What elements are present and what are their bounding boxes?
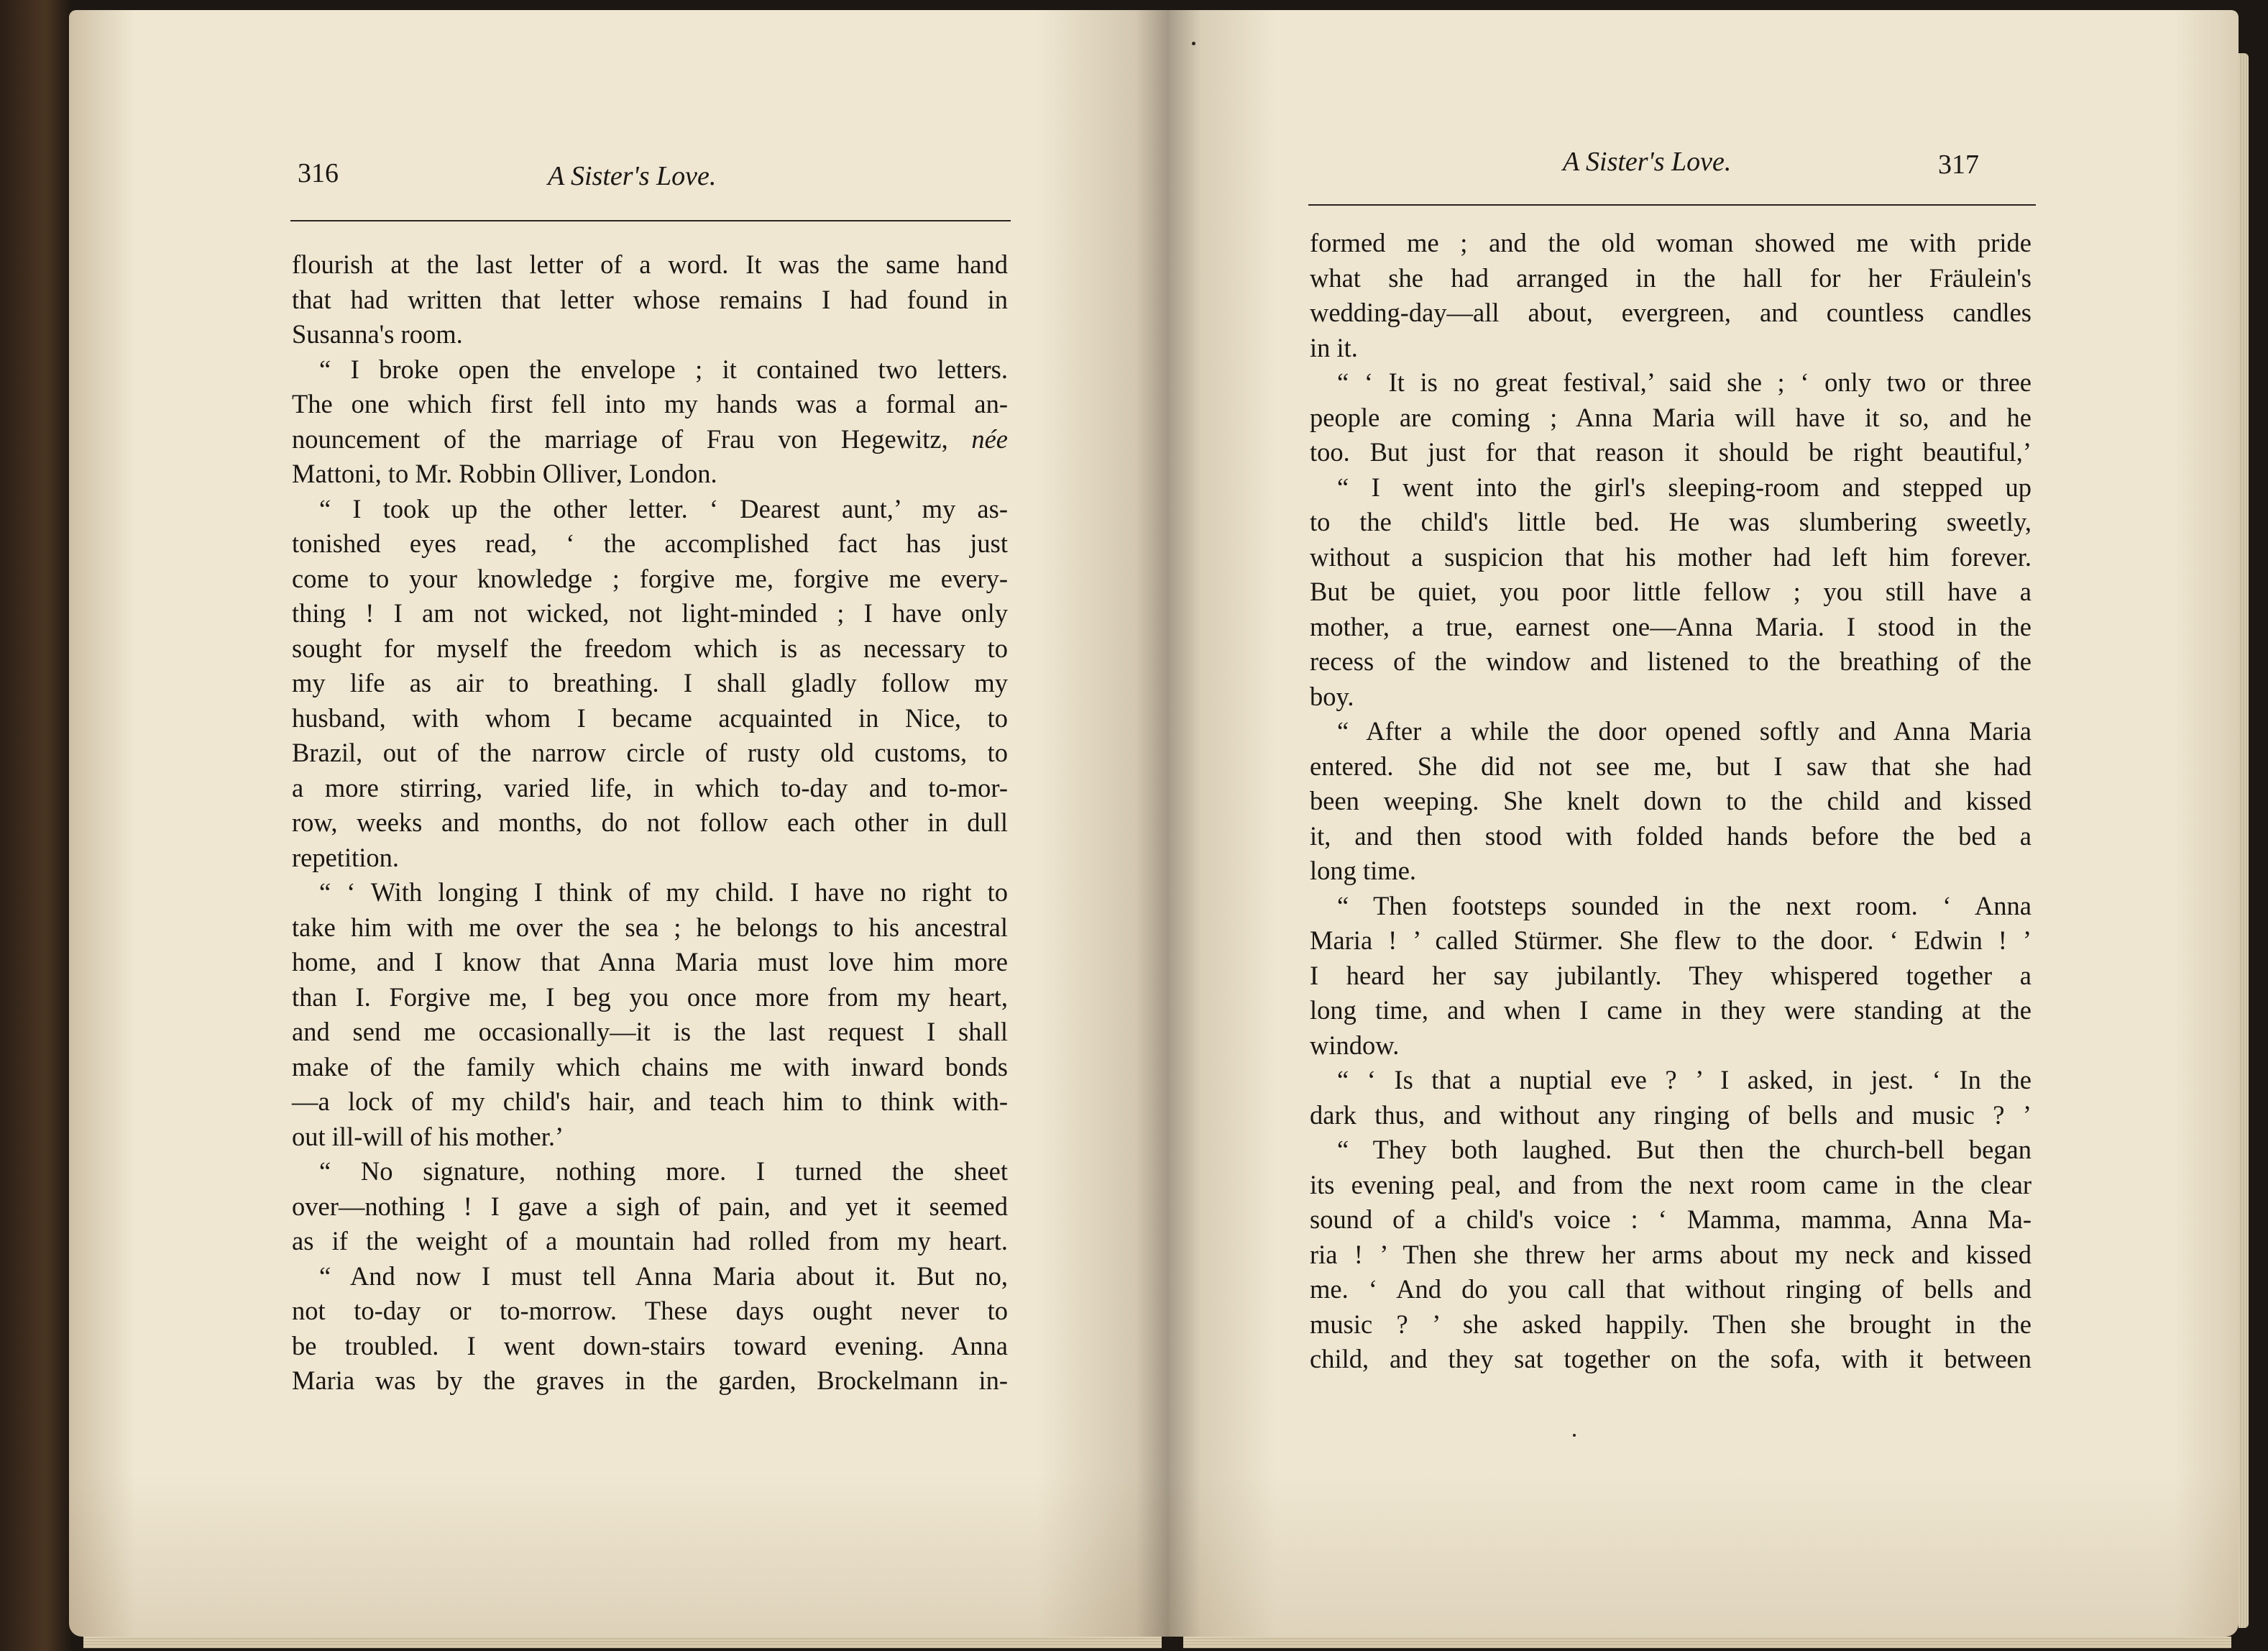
text-line: music ? ’ she asked happily. Then she brought in the <box>1310 1309 2031 1339</box>
text-line: “ ‘ It is no great festival,’ said she ; ‘ only two or three <box>1337 367 2031 397</box>
text-line: boy. <box>1310 681 1354 711</box>
text-line: home, and I know that Anna Maria must love him more <box>292 947 1008 977</box>
text-line: sound of a child's voice : ‘ Mamma, mamma, Anna Ma- <box>1310 1204 2031 1234</box>
text-line: “ No signature, nothing more. I turned the sheet <box>319 1156 1008 1186</box>
text-line: child, and they sat together on the sofa, with it between <box>1310 1344 2031 1373</box>
text-line: Mattoni, to Mr. Robbin Olliver, London. <box>292 459 717 488</box>
text-line: me. ‘ And do you call that without ringing of bells and <box>1310 1274 2031 1304</box>
text-line: not to-day or to-morrow. These days ought never to <box>292 1296 1008 1325</box>
text-line: than I. Forgive me, I beg you once more from my heart, <box>292 982 1008 1012</box>
text-line: Maria was by the graves in the garden, Brockelmann in- <box>292 1366 1008 1395</box>
text-line: and send me occasionally—it is the last request I shall <box>292 1017 1008 1046</box>
right-page-number: 317 <box>1938 150 1979 180</box>
text-line: been weeping. She knelt down to the child and kissed <box>1310 786 2031 815</box>
text-line: what she had arranged in the hall for her Fräulein's <box>1310 262 2031 293</box>
paper-speck <box>1192 42 1195 45</box>
text-line: take him with me over the sea ; he belongs to his ancestral <box>292 912 1008 942</box>
left-page-number: 316 <box>298 158 339 188</box>
text-line: long time. <box>1310 856 1417 885</box>
text-line: that had written that letter whose remains I had found in <box>292 284 1008 314</box>
text-line: “ Then footsteps sounded in the next room. ‘ Anna <box>1337 890 2031 920</box>
text-line: over—nothing ! I gave a sigh of pain, and yet it seemed <box>292 1191 1008 1221</box>
text-line: “ After a while the door opened softly and Anna Maria <box>1337 716 2031 746</box>
text-line: to the child's little bed. He was slumbering sweetly, <box>1310 507 2031 536</box>
right-page <box>1169 10 2239 1637</box>
right-header-rule <box>1308 204 2036 206</box>
text-line: entered. She did not see me, but I saw that she had <box>1310 751 2031 781</box>
right-page-edge-bottom <box>1183 1637 2231 1648</box>
right-running-title: A Sister's Love. <box>1563 147 1732 177</box>
text-line: it, and then stood with folded hands before the bed a <box>1310 820 2031 851</box>
text-line: wedding-day—all about, evergreen, and countless candles <box>1310 298 2031 327</box>
text-line: I heard her say jubilantly. They whispered together a <box>1310 960 2031 990</box>
text-line: repetition. <box>292 842 399 872</box>
text-line: “ ‘ With longing I think of my child. I have no right to <box>319 877 1008 907</box>
text-line: nouncement of the marriage of Frau von Hegewitz, née <box>292 424 1008 454</box>
text-line: “ And now I must tell Anna Maria about it. But no, <box>319 1261 1008 1291</box>
text-line: make of the family which chains me with inward bonds <box>292 1051 1008 1081</box>
right-page-edge <box>2239 53 2249 1628</box>
text-line: “ I took up the other letter. ‘ Dearest aunt,’ my as- <box>319 493 1008 523</box>
text-line: Susanna's room. <box>292 319 463 349</box>
text-line: thing ! I am not wicked, not light-minded ; I have only <box>292 598 1008 628</box>
text-line: husband, with whom I became acquainted in Nice, to <box>292 703 1008 733</box>
left-page-edge <box>83 1637 1162 1648</box>
text-line: sought for myself the freedom which is as necessary to <box>292 633 1008 663</box>
right-page-text <box>1310 226 2031 1377</box>
text-line: recess of the window and listened to the breathing of the <box>1310 646 2031 676</box>
text-line: flourish at the last letter of a word. It was the same hand <box>292 250 1008 279</box>
left-page-text <box>292 247 1008 1399</box>
left-page <box>69 10 1169 1637</box>
text-line: be troubled. I went down-stairs toward evening. Anna <box>292 1330 1008 1360</box>
text-line: —a lock of my child's hair, and teach him to think with- <box>292 1087 1008 1116</box>
text-line: formed me ; and the old woman showed me with pride <box>1310 228 2031 257</box>
text-line: out ill-will of his mother.’ <box>292 1121 564 1151</box>
text-line: Brazil, out of the narrow circle of rusty old customs, to <box>292 738 1008 767</box>
text-line: dark thus, and without any ringing of bells and music ? ’ <box>1310 1099 2031 1130</box>
text-line: tonished eyes read, ‘ the accomplished fact has just <box>292 529 1008 558</box>
text-line: people are coming ; Anna Maria will have it so, and he <box>1310 402 2031 432</box>
paper-speck <box>1573 1434 1576 1437</box>
text-line: a more stirring, varied life, in which to-day and to-mor- <box>292 772 1008 802</box>
text-line: my life as air to breathing. I shall gladly follow my <box>292 668 1008 698</box>
text-line: without a suspicion that his mother had left him forever. <box>1310 541 2031 572</box>
text-line: ria ! ’ Then she threw her arms about my neck and kissed <box>1310 1239 2031 1269</box>
text-line: its evening peal, and from the next room came in the clear <box>1310 1169 2031 1199</box>
text-line: Maria ! ’ called Stürmer. She flew to the door. ‘ Edwin ! ’ <box>1310 925 2031 955</box>
text-line: But be quiet, you poor little fellow ; you still have a <box>1310 577 2031 606</box>
left-running-title: A Sister's Love. <box>548 161 717 191</box>
text-line: row, weeks and months, do not follow each other in dull <box>292 808 1008 837</box>
text-line: “ I went into the girl's sleeping-room and stepped up <box>1337 472 2031 502</box>
text-line: “ They both laughed. But then the church-bell began <box>1337 1135 2031 1164</box>
text-line: as if the weight of a mountain had rolled from my heart. <box>292 1226 1008 1256</box>
left-header-rule <box>290 220 1011 221</box>
text-line: come to your knowledge ; forgive me, forgive me every- <box>292 563 1008 593</box>
text-line: in it. <box>1310 332 1358 362</box>
text-line: “ I broke open the envelope ; it contained two letters. <box>319 354 1008 384</box>
text-line: window. <box>1310 1030 1400 1060</box>
text-line: The one which first fell into my hands was a formal an- <box>292 389 1008 419</box>
text-line: “ ‘ Is that a nuptial eve ? ’ I asked, in jest. ‘ In the <box>1337 1065 2031 1094</box>
text-line: too. But just for that reason it should be right beautiful,’ <box>1310 437 2031 467</box>
text-line: long time, and when I came in they were standing at the <box>1310 995 2031 1025</box>
text-line: mother, a true, earnest one—Anna Maria. I stood in the <box>1310 611 2031 641</box>
